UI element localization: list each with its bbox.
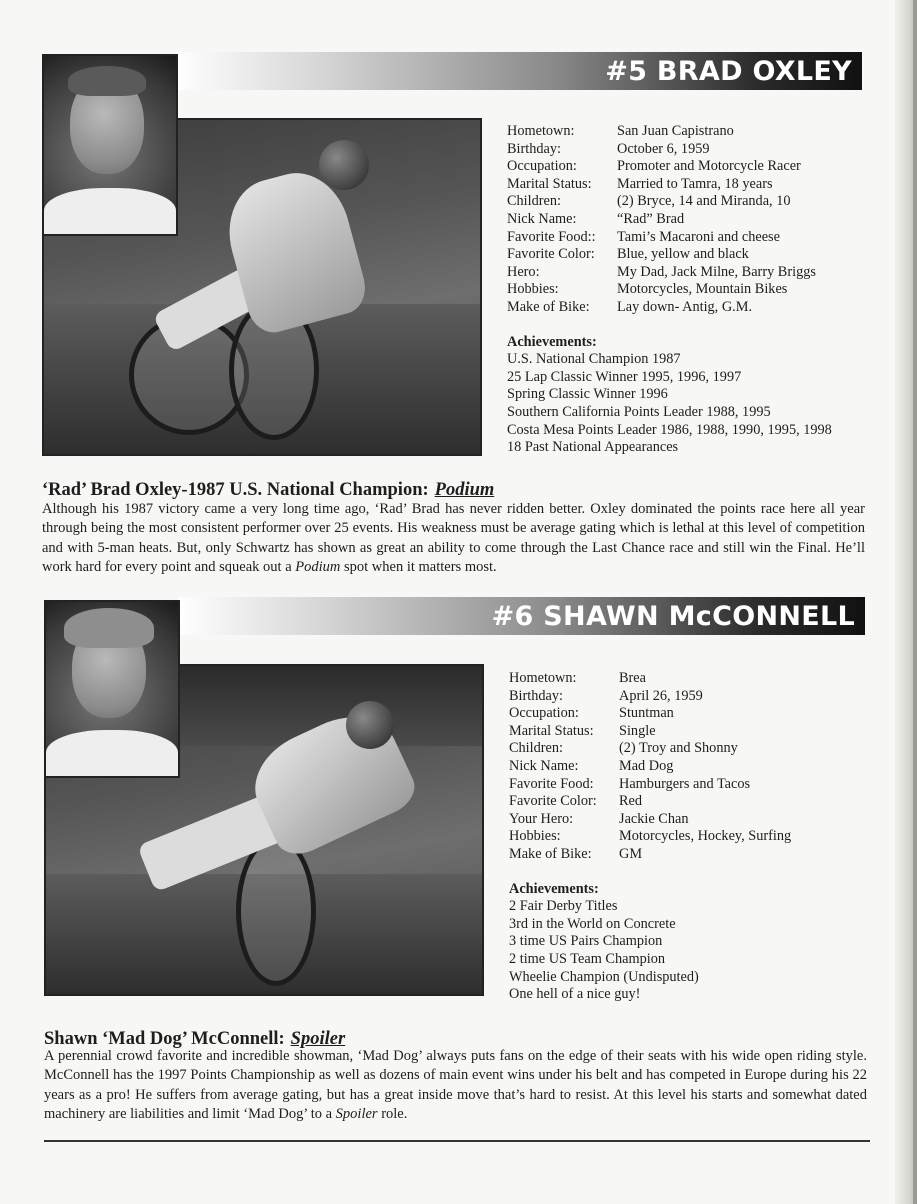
fact-label: Birthday: <box>509 687 564 704</box>
achievements-title: Achievements: <box>509 880 599 897</box>
fact-label: Make of Bike: <box>509 845 592 862</box>
rider-heading <box>42 480 494 501</box>
fact-row <box>507 176 877 194</box>
fact-row <box>507 264 877 282</box>
rider-headshot <box>42 54 178 236</box>
fact-row <box>507 141 877 159</box>
achievement-item: Spring Classic Winner 1996 <box>507 386 668 403</box>
fact-row <box>509 811 879 829</box>
fact-row <box>509 776 879 794</box>
fact-row <box>509 705 879 723</box>
fact-label: Marital Status: <box>509 722 594 739</box>
achievement-item: 25 Lap Classic Winner 1995, 1996, 1997 <box>507 368 742 385</box>
fact-value: Red <box>619 793 643 810</box>
achievements-title: Achievements: <box>507 333 597 350</box>
rider-heading-text: Shawn ‘Mad Dog’ McConnell: <box>44 1029 285 1049</box>
fact-row <box>507 229 877 247</box>
fact-value: Motorcycles, Mountain Bikes <box>617 281 788 298</box>
fact-row <box>509 846 879 864</box>
rider-banner <box>176 52 862 90</box>
rider-banner-title: #6 SHAWN McCONNELL <box>491 601 855 632</box>
fact-label: Children: <box>509 740 564 757</box>
fact-row <box>507 158 877 176</box>
fact-label: Marital Status: <box>507 175 592 192</box>
fact-row <box>509 793 879 811</box>
fact-value: Blue, yellow and black <box>617 246 749 263</box>
fact-row <box>509 740 879 758</box>
fact-row <box>507 299 877 317</box>
achievement-item: 2 time US Team Champion <box>509 950 665 967</box>
rider-summary <box>44 1047 867 1125</box>
achievement-item: 3rd in the World on Concrete <box>509 915 676 932</box>
fact-value: Single <box>619 722 656 739</box>
fact-row <box>509 828 879 846</box>
rider-summary-text: Although his 1987 victory came a very long time ago, ‘Rad’ Brad has never ridden better. Oxley dominated the points race here all year through being the most consistent performer over 25 events. His weakness must be average gating which is lethal at this level of competition and with 5-man heats. But, only Schwartz has shown as great an ability to come through the Last Chance race and still win the Final. He’ll work hard for every point and squeak out a Podium spot when it matters most. <box>42 501 865 576</box>
rider-banner <box>178 597 865 635</box>
achievement-item: 18 Past National Appearances <box>507 439 679 456</box>
rider-summary <box>42 500 865 578</box>
fact-value: Jackie Chan <box>619 810 689 827</box>
rider-summary-text: A perennial crowd favorite and incredible showman, ‘Mad Dog’ always puts fans on the edge of their seats with his wide open riding style. McConnell has the 1997 Points Championship as well as dozens of main event wins under his belt and has competed in Europe during his 22 years as a pro! He suffers from average gating, but has a great inside move that’s hard to resist. At this level his starts and somewhat dated machinery are liabilities and limit ‘Mad Dog’ to a Spoiler role. <box>44 1048 867 1123</box>
prediction-tag: Spoiler <box>290 1029 346 1049</box>
fact-value: GM <box>619 845 643 862</box>
achievement-item: Southern California Points Leader 1988, 1995 <box>507 403 771 420</box>
fact-row <box>507 246 877 264</box>
fact-label: Favorite Food: <box>509 775 594 792</box>
fact-label: Make of Bike: <box>507 298 590 315</box>
fact-label: Nick Name: <box>509 757 579 774</box>
fact-label: Favorite Color: <box>507 246 595 263</box>
achievement-item: Wheelie Champion (Undisputed) <box>509 968 699 985</box>
fact-label: Hero: <box>507 263 540 280</box>
fact-row <box>507 193 877 211</box>
fact-label: Hobbies: <box>507 281 559 298</box>
fact-label: Occupation: <box>507 158 577 175</box>
fact-label: Hometown: <box>509 670 577 686</box>
rider-facts <box>507 123 877 457</box>
fact-value: April 26, 1959 <box>619 687 703 704</box>
achievement-item: One hell of a nice guy! <box>509 986 641 1003</box>
fact-row <box>507 281 877 299</box>
fact-value: October 6, 1959 <box>617 140 710 157</box>
rider-banner-title: #5 BRAD OXLEY <box>605 56 852 87</box>
fact-row <box>509 688 879 706</box>
achievement-item: 3 time US Pairs Champion <box>509 933 663 950</box>
fact-value: Motorcycles, Hockey, Surfing <box>619 828 792 845</box>
fact-value: Promoter and Motorcycle Racer <box>617 158 801 175</box>
fact-value: Married to Tamra, 18 years <box>617 175 773 192</box>
fact-row <box>509 723 879 741</box>
fact-value: “Rad” Brad <box>617 210 685 227</box>
fact-value: Tami’s Macaroni and cheese <box>617 228 780 245</box>
achievement-item: Costa Mesa Points Leader 1986, 1988, 1990, 1995, 1998 <box>507 421 832 438</box>
fact-value: Stuntman <box>619 705 674 722</box>
fact-row <box>509 670 879 688</box>
fact-value: Brea <box>619 670 646 686</box>
bottom-rule <box>44 1140 870 1142</box>
fact-row <box>509 758 879 776</box>
fact-label: Children: <box>507 193 562 210</box>
fact-value: Mad Dog <box>619 757 674 774</box>
fact-row <box>507 123 877 141</box>
fact-label: Favorite Food:: <box>507 228 596 245</box>
fact-value: (2) Troy and Shonny <box>619 740 738 757</box>
rider-heading-text: ‘Rad’ Brad Oxley-1987 U.S. National Champion: <box>42 480 429 500</box>
rider-facts <box>509 670 879 1004</box>
fact-label: Birthday: <box>507 140 562 157</box>
prediction-tag: Podium <box>434 480 495 500</box>
achievement-item: U.S. National Champion 1987 <box>507 351 681 368</box>
achievement-item: 2 Fair Derby Titles <box>509 898 618 915</box>
fact-value: (2) Bryce, 14 and Miranda, 10 <box>617 193 791 210</box>
fact-value: Lay down- Antig, G.M. <box>617 298 753 315</box>
fact-value: My Dad, Jack Milne, Barry Briggs <box>617 263 816 280</box>
fact-label: Hometown: <box>507 123 575 139</box>
fact-row <box>507 211 877 229</box>
page-edge-shadow <box>913 0 917 1204</box>
fact-label: Occupation: <box>509 705 579 722</box>
fact-label: Favorite Color: <box>509 793 597 810</box>
fact-value: San Juan Capistrano <box>617 123 734 139</box>
fact-label: Your Hero: <box>509 810 574 827</box>
rider-headshot <box>44 600 180 778</box>
fact-label: Nick Name: <box>507 210 577 227</box>
fact-value: Hamburgers and Tacos <box>619 775 751 792</box>
fact-label: Hobbies: <box>509 828 561 845</box>
